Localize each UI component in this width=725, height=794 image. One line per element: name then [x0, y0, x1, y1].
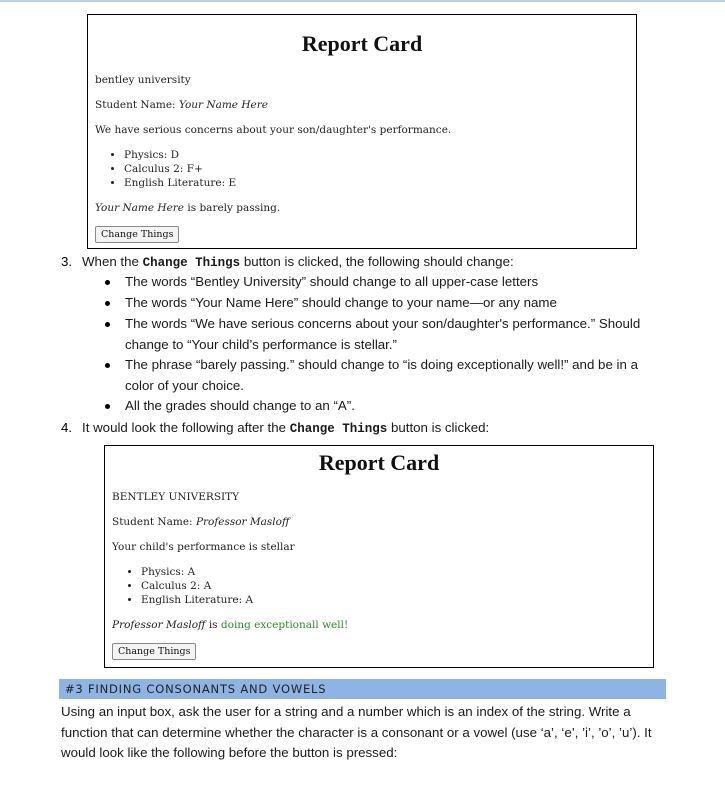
status-name: Professor Masloff [112, 619, 206, 631]
status-line [95, 202, 280, 214]
student-name-line [95, 99, 268, 111]
paragraph-line: would look like the following before the button is pressed: [61, 745, 398, 760]
step-3-intro: When the Change Things button is clicked, the following should change: [82, 254, 514, 270]
step-3-number: 3. [61, 254, 73, 269]
bullet-item: The words “Bentley University” should change to all upper-case letters [125, 272, 538, 293]
grades-list [96, 149, 236, 190]
student-name-line [112, 516, 289, 528]
step-4-number: 4. [61, 420, 73, 435]
bullet-continuation: change to “Your child’s performance is stellar.” [125, 337, 397, 352]
status-is: is [208, 619, 218, 631]
report-card-title: Report Card [318, 450, 440, 475]
university-text: BENTLEY UNIVERSITY [112, 491, 240, 503]
status-text: is barely passing. [187, 202, 281, 214]
code-change-things: Change Things [142, 256, 241, 270]
change-things-button[interactable]: Change Things [95, 226, 179, 243]
status-line [112, 619, 348, 631]
bullet-item: The words “We have serious concerns about your son/daughter's performance.” Should [125, 314, 640, 335]
status-name: Your Name Here [95, 202, 185, 214]
report-card-after [104, 445, 654, 668]
student-label: Student Name: [112, 516, 193, 528]
bullet-continuation: color of your choice. [125, 378, 244, 393]
grade-item: • Physics: A [141, 566, 253, 580]
grade-item: • Physics: D [124, 149, 236, 163]
concern-text: Your child's performance is stellar [112, 541, 295, 553]
top-rule [0, 0, 725, 2]
bullet-item: All the grades should change to an “A”. [125, 396, 355, 417]
grade-item: • English Literature: A [141, 594, 253, 608]
university-text: bentley university [95, 74, 191, 86]
bullet-item: The phrase “barely passing.” should change to “is doing exceptionally well!” and be in a [125, 355, 638, 376]
status-text: doing exceptionall well! [220, 619, 349, 631]
paragraph-line: function that can determine whether the character is a consonant or a vowel (use ‘a’, ‘e’, ’i’, ’o’, ’u’). It [61, 724, 652, 740]
section-paragraph [61, 702, 661, 764]
student-label: Student Name: [95, 99, 176, 111]
report-card-before [87, 14, 637, 249]
section-heading: #3 FINDING CONSONANTS AND VOWELS [59, 679, 666, 699]
bullet-item: The words “Your Name Here” should change to your name—or any name [125, 293, 557, 314]
grade-item: • Calculus 2: F+ [124, 163, 236, 177]
step-4-text: It would look the following after the Change Things button is clicked: [82, 420, 490, 436]
student-name: Your Name Here [178, 99, 268, 111]
report-card-title: Report Card [301, 31, 423, 56]
student-name: Professor Masloff [195, 516, 290, 528]
concern-text: We have serious concerns about your son/daughter's performance. [95, 124, 452, 136]
grade-item: • English Literature: E [124, 177, 236, 191]
grade-item: • Calculus 2: A [141, 580, 253, 594]
change-things-button[interactable]: Change Things [112, 643, 196, 660]
code-change-things: Change Things [289, 422, 388, 436]
grades-list [113, 566, 253, 607]
paragraph-line: Using an input box, ask the user for a string and a number which is an index of the string. Write a [61, 704, 631, 719]
